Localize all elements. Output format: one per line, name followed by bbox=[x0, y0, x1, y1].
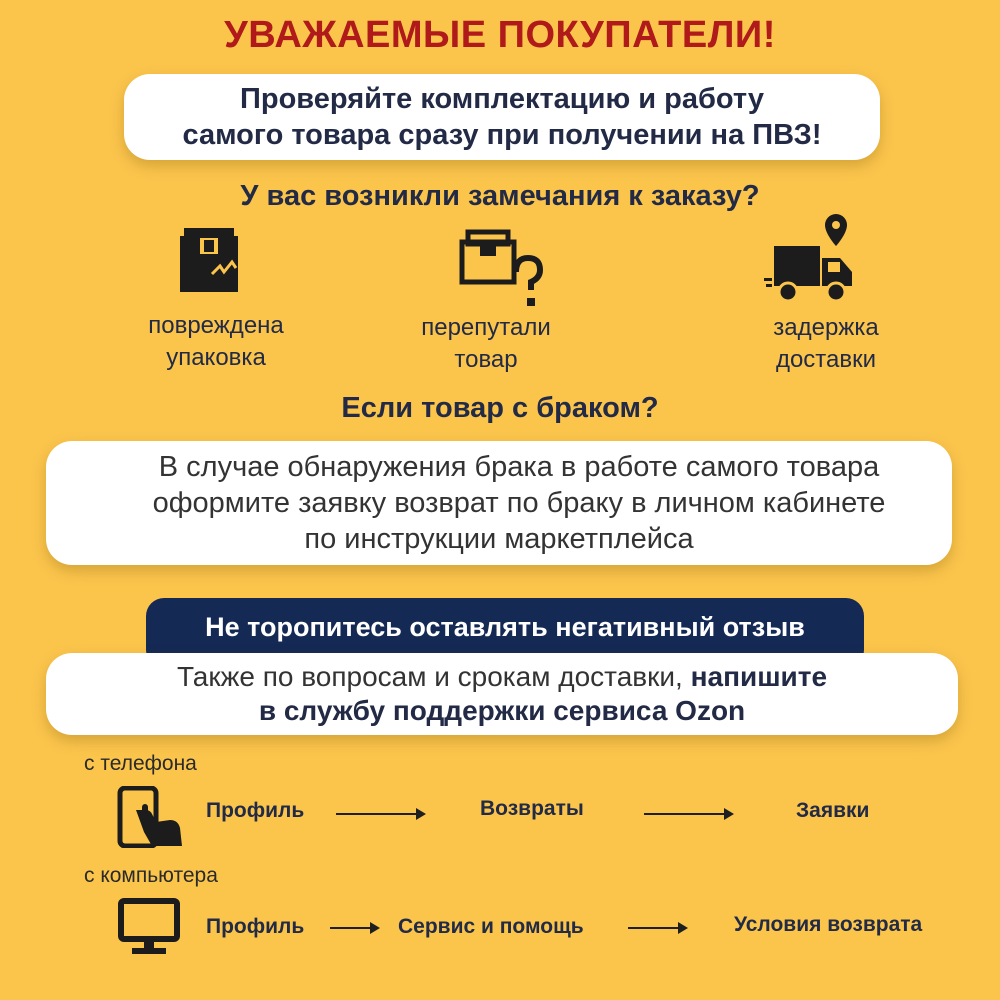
check-notice-line-1: Проверяйте комплектацию и работу bbox=[240, 83, 764, 115]
monitor-icon bbox=[118, 898, 180, 956]
check-notice-card bbox=[124, 74, 880, 160]
defect-heading: Если товар с браком? bbox=[341, 392, 659, 424]
phone-step-profile: Профиль bbox=[206, 799, 305, 822]
support-text: Также по вопросам и срокам доставки, bbox=[176, 661, 691, 692]
phone-label: с телефона bbox=[84, 752, 197, 775]
damaged-box-icon bbox=[178, 226, 242, 296]
issue-delivery-delay bbox=[706, 312, 946, 376]
phone-arrow-1 bbox=[336, 813, 424, 815]
check-notice-line-2: самого товара сразу при получении на ПВЗ! bbox=[182, 119, 822, 151]
computer-arrow-2 bbox=[628, 927, 686, 929]
issue-damaged-packaging bbox=[96, 310, 336, 374]
issue-2-line-2: товар bbox=[454, 346, 518, 373]
support-bold-1: напишите bbox=[690, 661, 828, 692]
delivery-truck-icon bbox=[764, 212, 860, 304]
defect-line-1: В случае обнаружения брака в работе самого товара bbox=[158, 451, 880, 483]
computer-step-service: Сервис и помощь bbox=[398, 915, 584, 938]
computer-label: с компьютера bbox=[84, 864, 218, 887]
box-question-icon bbox=[458, 228, 544, 310]
support-bold-2: в службу поддержки сервиса Ozon bbox=[258, 695, 746, 726]
issue-wrong-item bbox=[366, 312, 606, 376]
phone-arrow-2 bbox=[644, 813, 732, 815]
computer-step-return-conditions: Условия возврата bbox=[734, 913, 923, 936]
defect-line-2: оформите заявку возврат по браку в личном кабинете bbox=[152, 487, 886, 519]
remarks-heading: У вас возникли замечания к заказу? bbox=[240, 180, 760, 212]
smartphone-icon bbox=[116, 786, 186, 848]
computer-step-profile: Профиль bbox=[206, 915, 305, 938]
support-line-1 bbox=[46, 660, 958, 694]
negative-review-banner: Не торопитесь оставлять негативный отзыв bbox=[146, 598, 864, 668]
issue-2-line-1: перепутали bbox=[421, 314, 551, 341]
issue-1-line-1: повреждена bbox=[148, 312, 284, 339]
issue-3-line-1: задержка bbox=[773, 314, 879, 341]
computer-arrow-1 bbox=[330, 927, 378, 929]
page-title: УВАЖАЕМЫЕ ПОКУПАТЕЛИ! bbox=[224, 14, 776, 56]
issue-3-line-2: доставки bbox=[775, 346, 877, 373]
issue-1-line-2: упаковка bbox=[166, 344, 266, 371]
support-line-2 bbox=[46, 694, 958, 728]
phone-step-returns: Возвраты bbox=[480, 797, 584, 820]
phone-step-requests: Заявки bbox=[796, 799, 870, 822]
support-card bbox=[46, 653, 958, 735]
defect-line-3: по инструкции маркетплейса bbox=[304, 523, 694, 555]
defect-instructions-card bbox=[46, 441, 952, 565]
